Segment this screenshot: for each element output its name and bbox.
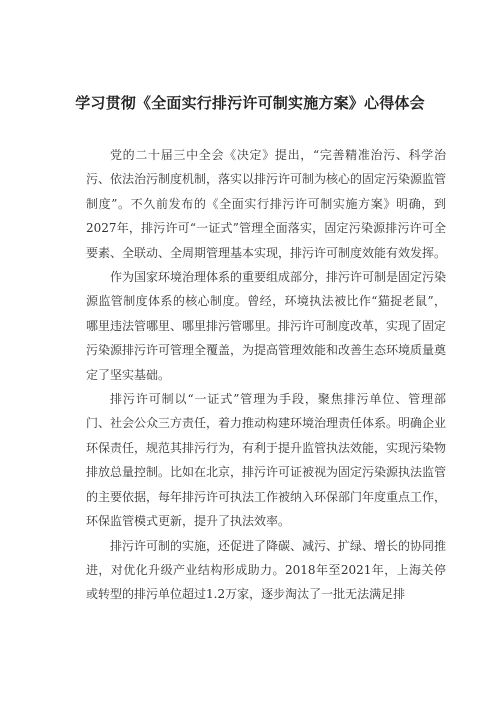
document-title: 学习贯彻《全面实行排污许可制实施方案》心得体会	[75, 94, 425, 112]
paragraph-2: 作为国家环境治理体系的重要组成部分，排污许可制是固定污染源监管制度体系的核心制度。曾经，环境执法被比作“猫捉老鼠”，哪里违法管哪里、哪里排污管哪里。排污许可制度改革，实现了固定污染源排污许可管理全覆盖，为提高管理效能和改善生态环境质量奠定了坚实基础。	[86, 270, 447, 382]
paragraph-4: 排污许可制的实施，还促进了降碳、减污、扩绿、增长的协同推进，对优化升级产业结构形成助力。2018年至2021年，上海关停或转型的排污单位超过1.2万家，逐步淘汰了一批无法满足排	[86, 538, 447, 602]
document-body	[86, 143, 446, 607]
paragraph-1: 党的二十届三中全会《决定》提出，“完善精准治污、科学治污、依法治污制度机制，落实以排污许可制为核心的固定污染源监管制度”。不久前发布的《全面实行排污许可制实施方案》明确，到2027年，排污许可“一证式”管理全面落实，固定污染源排污许可全要素、全联动、全周期管理基本实现，排污许可制度效能有效发挥。	[86, 148, 447, 260]
paragraph-3: 排污许可制以“一证式”管理为手段，聚焦排污单位、管理部门、社会公众三方责任，着力推动构建环境治理责任体系。明确企业环保责任，规范其排污行为，有利于提升监管执法效能，实现污染物排放总量控制。比如在北京，排污许可证被视为固定污染源执法监管的主要依据，每年排污许可执法工作被纳入环保部门年度重点工作，环保监管模式更新，提升了执法效率。	[86, 392, 447, 529]
